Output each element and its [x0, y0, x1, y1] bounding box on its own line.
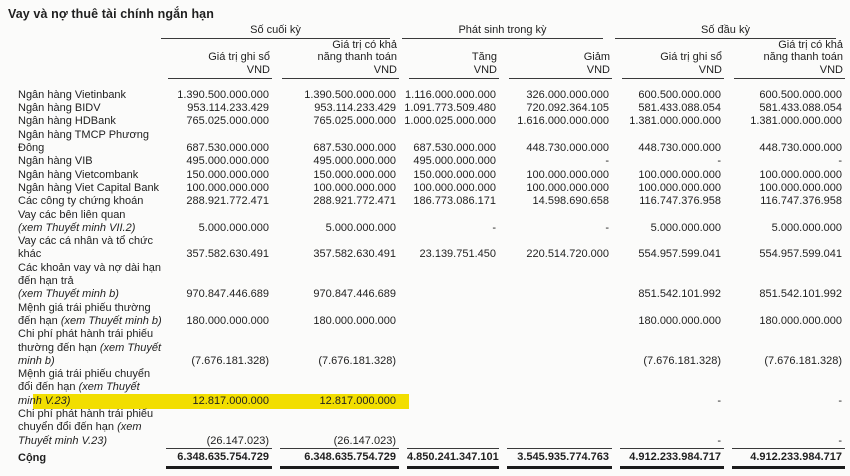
amount-cell: [399, 302, 499, 329]
amount-cell: 357.582.630.491: [186, 248, 269, 261]
table-row: [10, 195, 845, 208]
amount-cell: 150.000.000.000: [313, 168, 396, 181]
finance-table: [10, 24, 845, 469]
amount-cell: 953.114.233.429: [187, 102, 269, 115]
amount-cell: 953.114.233.429: [314, 102, 396, 115]
row-label: Ngân hàng HDBank: [18, 115, 116, 128]
amount-cell: [499, 408, 612, 448]
amount-cell: 288.921.772.471: [186, 195, 269, 208]
amount-cell: 765.025.000.000: [186, 115, 269, 128]
amount-cell: 14.598.690.658: [532, 195, 609, 208]
amount-cell: 150.000.000.000: [186, 168, 269, 181]
column-header: Giá trị có khả năng thanh toán VND: [724, 39, 845, 79]
amount-cell: (26.147.023): [206, 434, 269, 447]
row-label: Chi phí phát hành trái phiếu thường đến hạn (xem Thuyết minh b): [18, 328, 162, 367]
amount-cell: -: [605, 155, 609, 168]
total-amount-cell: 4.912.233.984.717: [612, 448, 724, 469]
amount-cell: 100.000.000.000: [526, 181, 609, 194]
row-label: Chi phí phát hành trái phiếu chuyển đổi đến hạn (xem Thuyết minh V.23): [18, 408, 154, 447]
row-label: Mệnh giá trái phiếu thường đến hạn (xem Thuyết minh b): [18, 301, 162, 327]
column-group-header: Phát sinh trong kỳ: [399, 24, 612, 39]
amount-cell: 687.530.000.000: [413, 142, 496, 155]
table-row: [10, 209, 845, 236]
amount-cell: 1.091.773.509.480: [404, 102, 496, 115]
amount-cell: (7.676.181.328): [764, 354, 843, 367]
total-amount-cell: 3.545.935.774.763: [499, 448, 612, 469]
amount-cell: [399, 408, 499, 448]
amount-cell: 1.390.500.000.000: [177, 88, 269, 101]
amount-cell: 180.000.000.000: [313, 314, 396, 327]
total-row: [10, 448, 845, 469]
amount-cell: 554.957.599.041: [759, 248, 843, 261]
row-label: Ngân hàng Vietcombank: [18, 168, 139, 181]
amount-cell: 720.092.364.105: [526, 102, 609, 115]
table-header: [10, 24, 845, 79]
total-label: Cộng: [18, 451, 47, 464]
amount-cell: 100.000.000.000: [759, 168, 843, 181]
amount-cell: 1.381.000.000.000: [629, 115, 721, 128]
amount-cell: [499, 368, 612, 408]
row-label: Ngân hàng Vietinbank: [18, 88, 127, 101]
amount-cell: 495.000.000.000: [186, 155, 269, 168]
amount-cell: [499, 262, 612, 302]
table-row: [10, 169, 845, 182]
table-row: [10, 129, 845, 156]
amount-cell: 186.773.086.171: [413, 195, 496, 208]
amount-cell: 5.000.000.000: [325, 221, 396, 234]
amount-cell: 581.433.088.054: [759, 102, 843, 115]
amount-cell: -: [838, 434, 843, 447]
amount-cell: 116.747.376.958: [760, 195, 843, 208]
row-label: Ngân hàng VIB: [18, 155, 93, 168]
amount-cell: 448.730.000.000: [638, 142, 721, 155]
amount-cell: 1.616.000.000.000: [517, 115, 609, 128]
amount-cell: (7.676.181.328): [318, 354, 396, 367]
amount-cell: -: [717, 394, 721, 407]
row-label: Mệnh giá trái phiếu chuyển đổi đến hạn (xem Thuyết minh V.23): [10, 368, 158, 408]
table-body: [10, 79, 845, 448]
amount-cell: -: [717, 155, 721, 168]
amount-cell: 5.000.000.000: [771, 221, 843, 234]
amount-cell: (7.676.181.328): [643, 354, 721, 367]
table-row: [10, 182, 845, 195]
amount-cell: 600.500.000.000: [759, 88, 843, 101]
page-title: Vay và nợ thuê tài chính ngắn hạn: [8, 7, 214, 21]
table-row: [10, 102, 845, 115]
column-header-row: [10, 39, 845, 79]
column-header: Giảm VND: [499, 39, 612, 79]
amount-cell: 970.847.446.689: [186, 288, 269, 301]
amount-cell: 100.000.000.000: [413, 181, 496, 194]
amount-cell: 288.921.772.471: [313, 195, 396, 208]
row-label: Ngân hàng Viet Capital Bank: [18, 181, 160, 194]
amount-cell: 495.000.000.000: [313, 155, 396, 168]
amount-cell: 100.000.000.000: [638, 168, 721, 181]
amount-cell: 116.747.376.958: [639, 195, 721, 208]
amount-cell: 180.000.000.000: [186, 314, 269, 327]
amount-cell: 326.000.000.000: [526, 88, 609, 101]
amount-cell: 12.817.000.000: [192, 394, 269, 407]
amount-cell: -: [717, 434, 721, 447]
amount-cell: -: [492, 221, 496, 234]
amount-cell: 687.530.000.000: [313, 142, 396, 155]
amount-cell: 1.116.000.000.000: [405, 88, 496, 101]
amount-cell: 970.847.446.689: [313, 288, 396, 301]
amount-cell: 600.500.000.000: [638, 88, 721, 101]
total-amount-cell: 4.850.241.347.101: [399, 448, 499, 469]
row-label: Các công ty chứng khoán: [18, 195, 144, 208]
amount-cell: 12.817.000.000: [319, 394, 396, 407]
table-row: [10, 408, 845, 448]
amount-cell: -: [838, 394, 843, 407]
amount-cell: 1.390.500.000.000: [304, 88, 396, 101]
row-label: Các khoản vay và nợ dài hạn đến hạn trả (xem Thuyết minh b): [18, 261, 161, 301]
amount-cell: [399, 328, 499, 368]
row-label: Vay các cá nhân và tổ chức khác: [18, 235, 153, 261]
column-header: Tăng VND: [399, 39, 499, 79]
amount-cell: 1.381.000.000.000: [750, 115, 843, 128]
row-label: Vay các bên liên quan (xem Thuyết minh VII.2): [18, 208, 136, 234]
column-header: Giá trị ghi sổ VND: [158, 39, 272, 79]
amount-cell: 180.000.000.000: [638, 314, 721, 327]
amount-cell: 180.000.000.000: [759, 314, 843, 327]
amount-cell: 100.000.000.000: [759, 181, 843, 194]
amount-cell: (26.147.023): [333, 434, 396, 447]
amount-cell: 220.514.720.000: [526, 248, 609, 261]
amount-cell: 5.000.000.000: [198, 221, 269, 234]
column-group-header: Số đầu kỳ: [612, 24, 845, 39]
column-header: Giá trị ghi sổ VND: [612, 39, 724, 79]
table-row: [10, 115, 845, 128]
amount-cell: [399, 262, 499, 302]
amount-cell: [399, 368, 499, 408]
amount-cell: 1.000.025.000.000: [404, 115, 496, 128]
column-header: Giá trị có khả năng thanh toán VND: [272, 39, 399, 79]
amount-cell: 581.433.088.054: [638, 102, 721, 115]
amount-cell: -: [605, 221, 609, 234]
amount-cell: 554.957.599.041: [638, 248, 721, 261]
amount-cell: 150.000.000.000: [413, 168, 496, 181]
table-row: [10, 368, 845, 408]
amount-cell: (7.676.181.328): [191, 354, 269, 367]
table-row: [10, 79, 845, 102]
total-amount-cell: 6.348.635.754.729: [272, 448, 399, 469]
amount-cell: 448.730.000.000: [526, 142, 609, 155]
amount-cell: 851.542.101.992: [638, 288, 721, 301]
amount-cell: 100.000.000.000: [526, 168, 609, 181]
total-amount-cell: 4.912.233.984.717: [724, 448, 845, 469]
amount-cell: 100.000.000.000: [313, 181, 396, 194]
table-row: [10, 262, 845, 302]
column-group-header: Số cuối kỳ: [158, 24, 399, 39]
table-row: [10, 155, 845, 168]
amount-cell: 5.000.000.000: [650, 221, 721, 234]
amount-cell: 23.139.751.450: [419, 248, 496, 261]
table-row: [10, 328, 845, 368]
column-group-row: [10, 24, 845, 39]
amount-cell: 100.000.000.000: [638, 181, 721, 194]
row-label: Ngân hàng TMCP Phương Đông: [18, 128, 149, 155]
amount-cell: [499, 328, 612, 368]
amount-cell: 357.582.630.491: [313, 248, 396, 261]
table-row: [10, 302, 845, 329]
total-amount-cell: 6.348.635.754.729: [158, 448, 272, 469]
amount-cell: 100.000.000.000: [186, 181, 269, 194]
amount-cell: 687.530.000.000: [186, 142, 269, 155]
amount-cell: 765.025.000.000: [313, 115, 396, 128]
amount-cell: 851.542.101.992: [759, 288, 843, 301]
table-footer: [10, 448, 845, 469]
amount-cell: 448.730.000.000: [759, 142, 843, 155]
amount-cell: 495.000.000.000: [413, 155, 496, 168]
amount-cell: [499, 302, 612, 329]
amount-cell: -: [838, 155, 843, 168]
row-label: Ngân hàng BIDV: [18, 102, 101, 115]
table-row: [10, 235, 845, 262]
